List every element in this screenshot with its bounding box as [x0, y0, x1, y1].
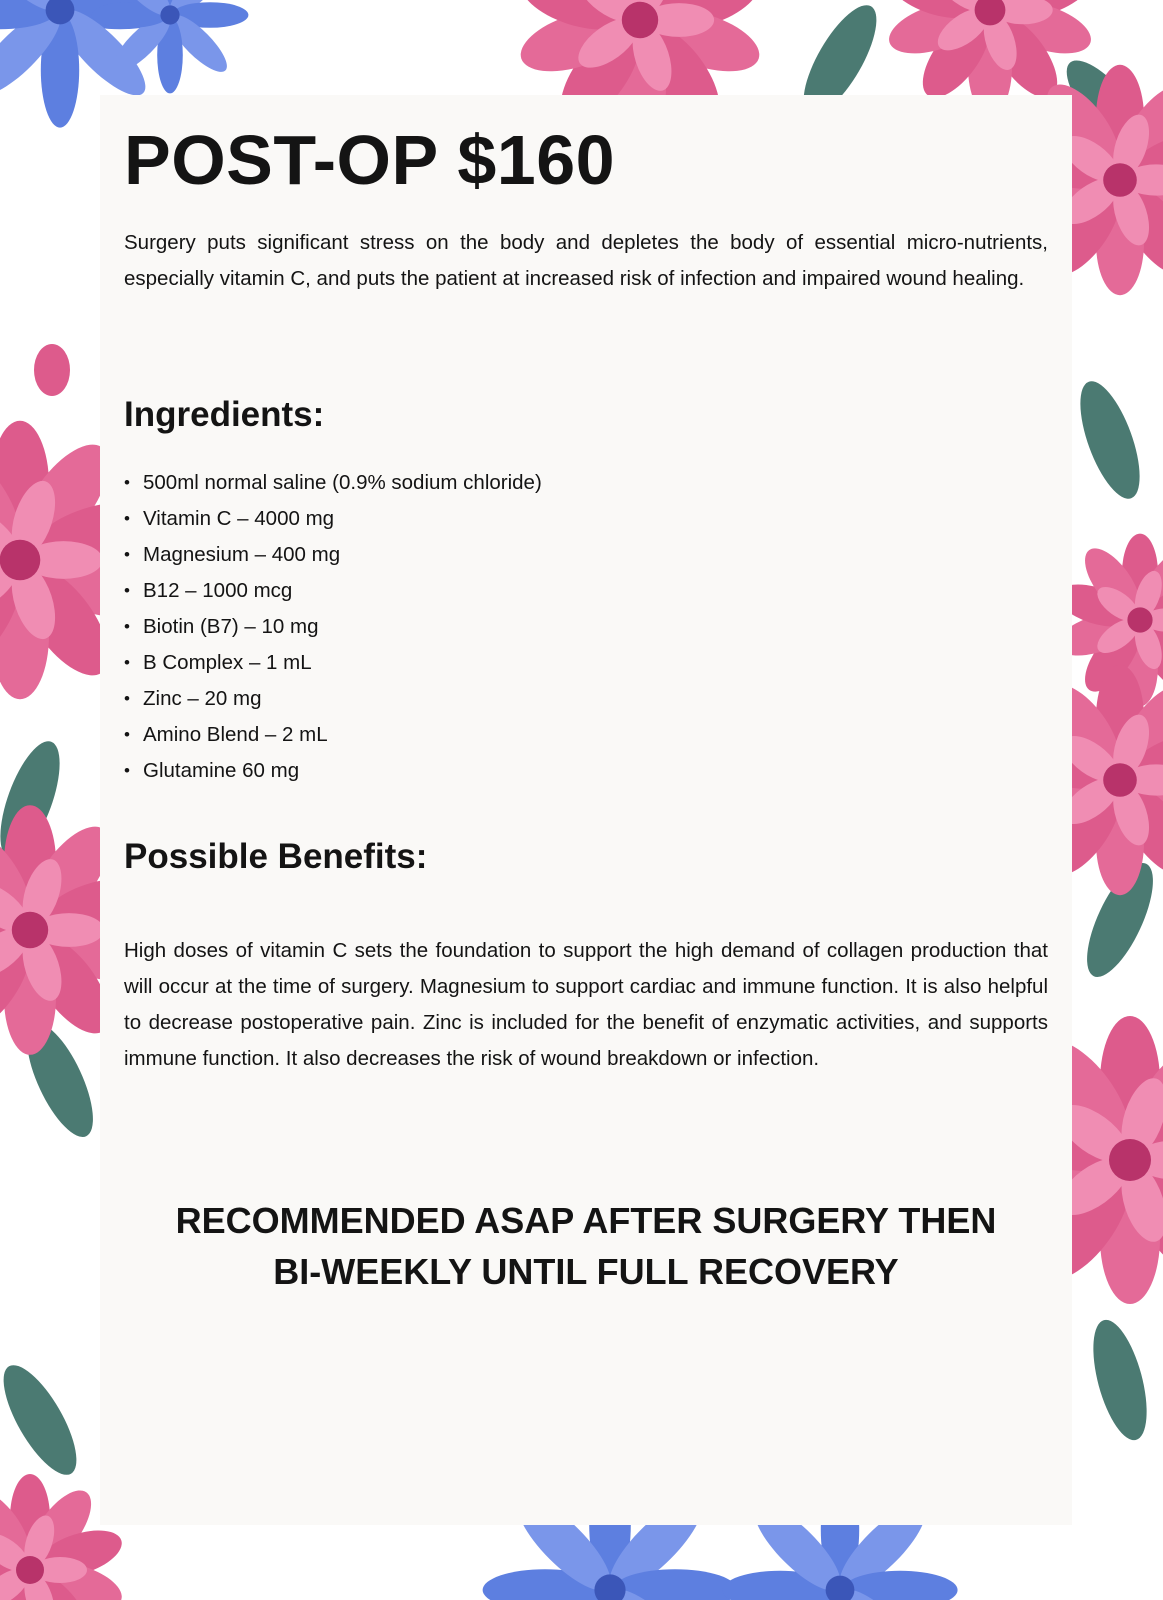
page-title: POST-OP $160 — [124, 121, 616, 199]
ingredients-heading: Ingredients: — [124, 395, 325, 434]
recommendation-line-1: RECOMMENDED ASAP AFTER SURGERY THEN — [175, 1200, 997, 1241]
ingredients-list — [124, 465, 542, 789]
ingredient-item: • B Complex – 1 mL — [124, 645, 542, 681]
recommendation-line-2: BI-WEEKLY UNTIL FULL RECOVERY — [273, 1251, 899, 1292]
ingredient-item: • 500ml normal saline (0.9% sodium chloride) — [124, 465, 542, 501]
intro-paragraph: Surgery puts significant stress on the body and depletes the body of essential micro-nutrients, especially vitamin C, and puts the patient at increased risk of infection and impaired wound healing. — [124, 231, 1048, 290]
pink-bud — [34, 344, 70, 396]
ingredient-item: • Glutamine 60 mg — [124, 753, 542, 789]
ingredient-item: • Amino Blend – 2 mL — [124, 717, 542, 753]
ingredient-item: • Magnesium – 400 mg — [124, 537, 542, 573]
benefits-heading: Possible Benefits: — [124, 837, 428, 876]
benefits-paragraph: High doses of vitamin C sets the foundation to support the high demand of collagen production that will occur at the time of surgery. Magnesium to support cardiac and immune function. It is also helpful to decrease postoperative pain. Zinc is included for the benefit of enzymatic activities, and supports immune function. It also decreases the risk of wound breakdown or infection. — [124, 939, 1048, 1070]
ingredient-item: • B12 – 1000 mcg — [124, 573, 542, 609]
content-card — [100, 95, 1072, 1525]
recommendation-banner — [100, 1195, 1072, 1297]
ingredient-item: • Biotin (B7) – 10 mg — [124, 609, 542, 645]
ingredient-item: • Zinc – 20 mg — [124, 681, 542, 717]
ingredient-item: • Vitamin C – 4000 mg — [124, 501, 542, 537]
